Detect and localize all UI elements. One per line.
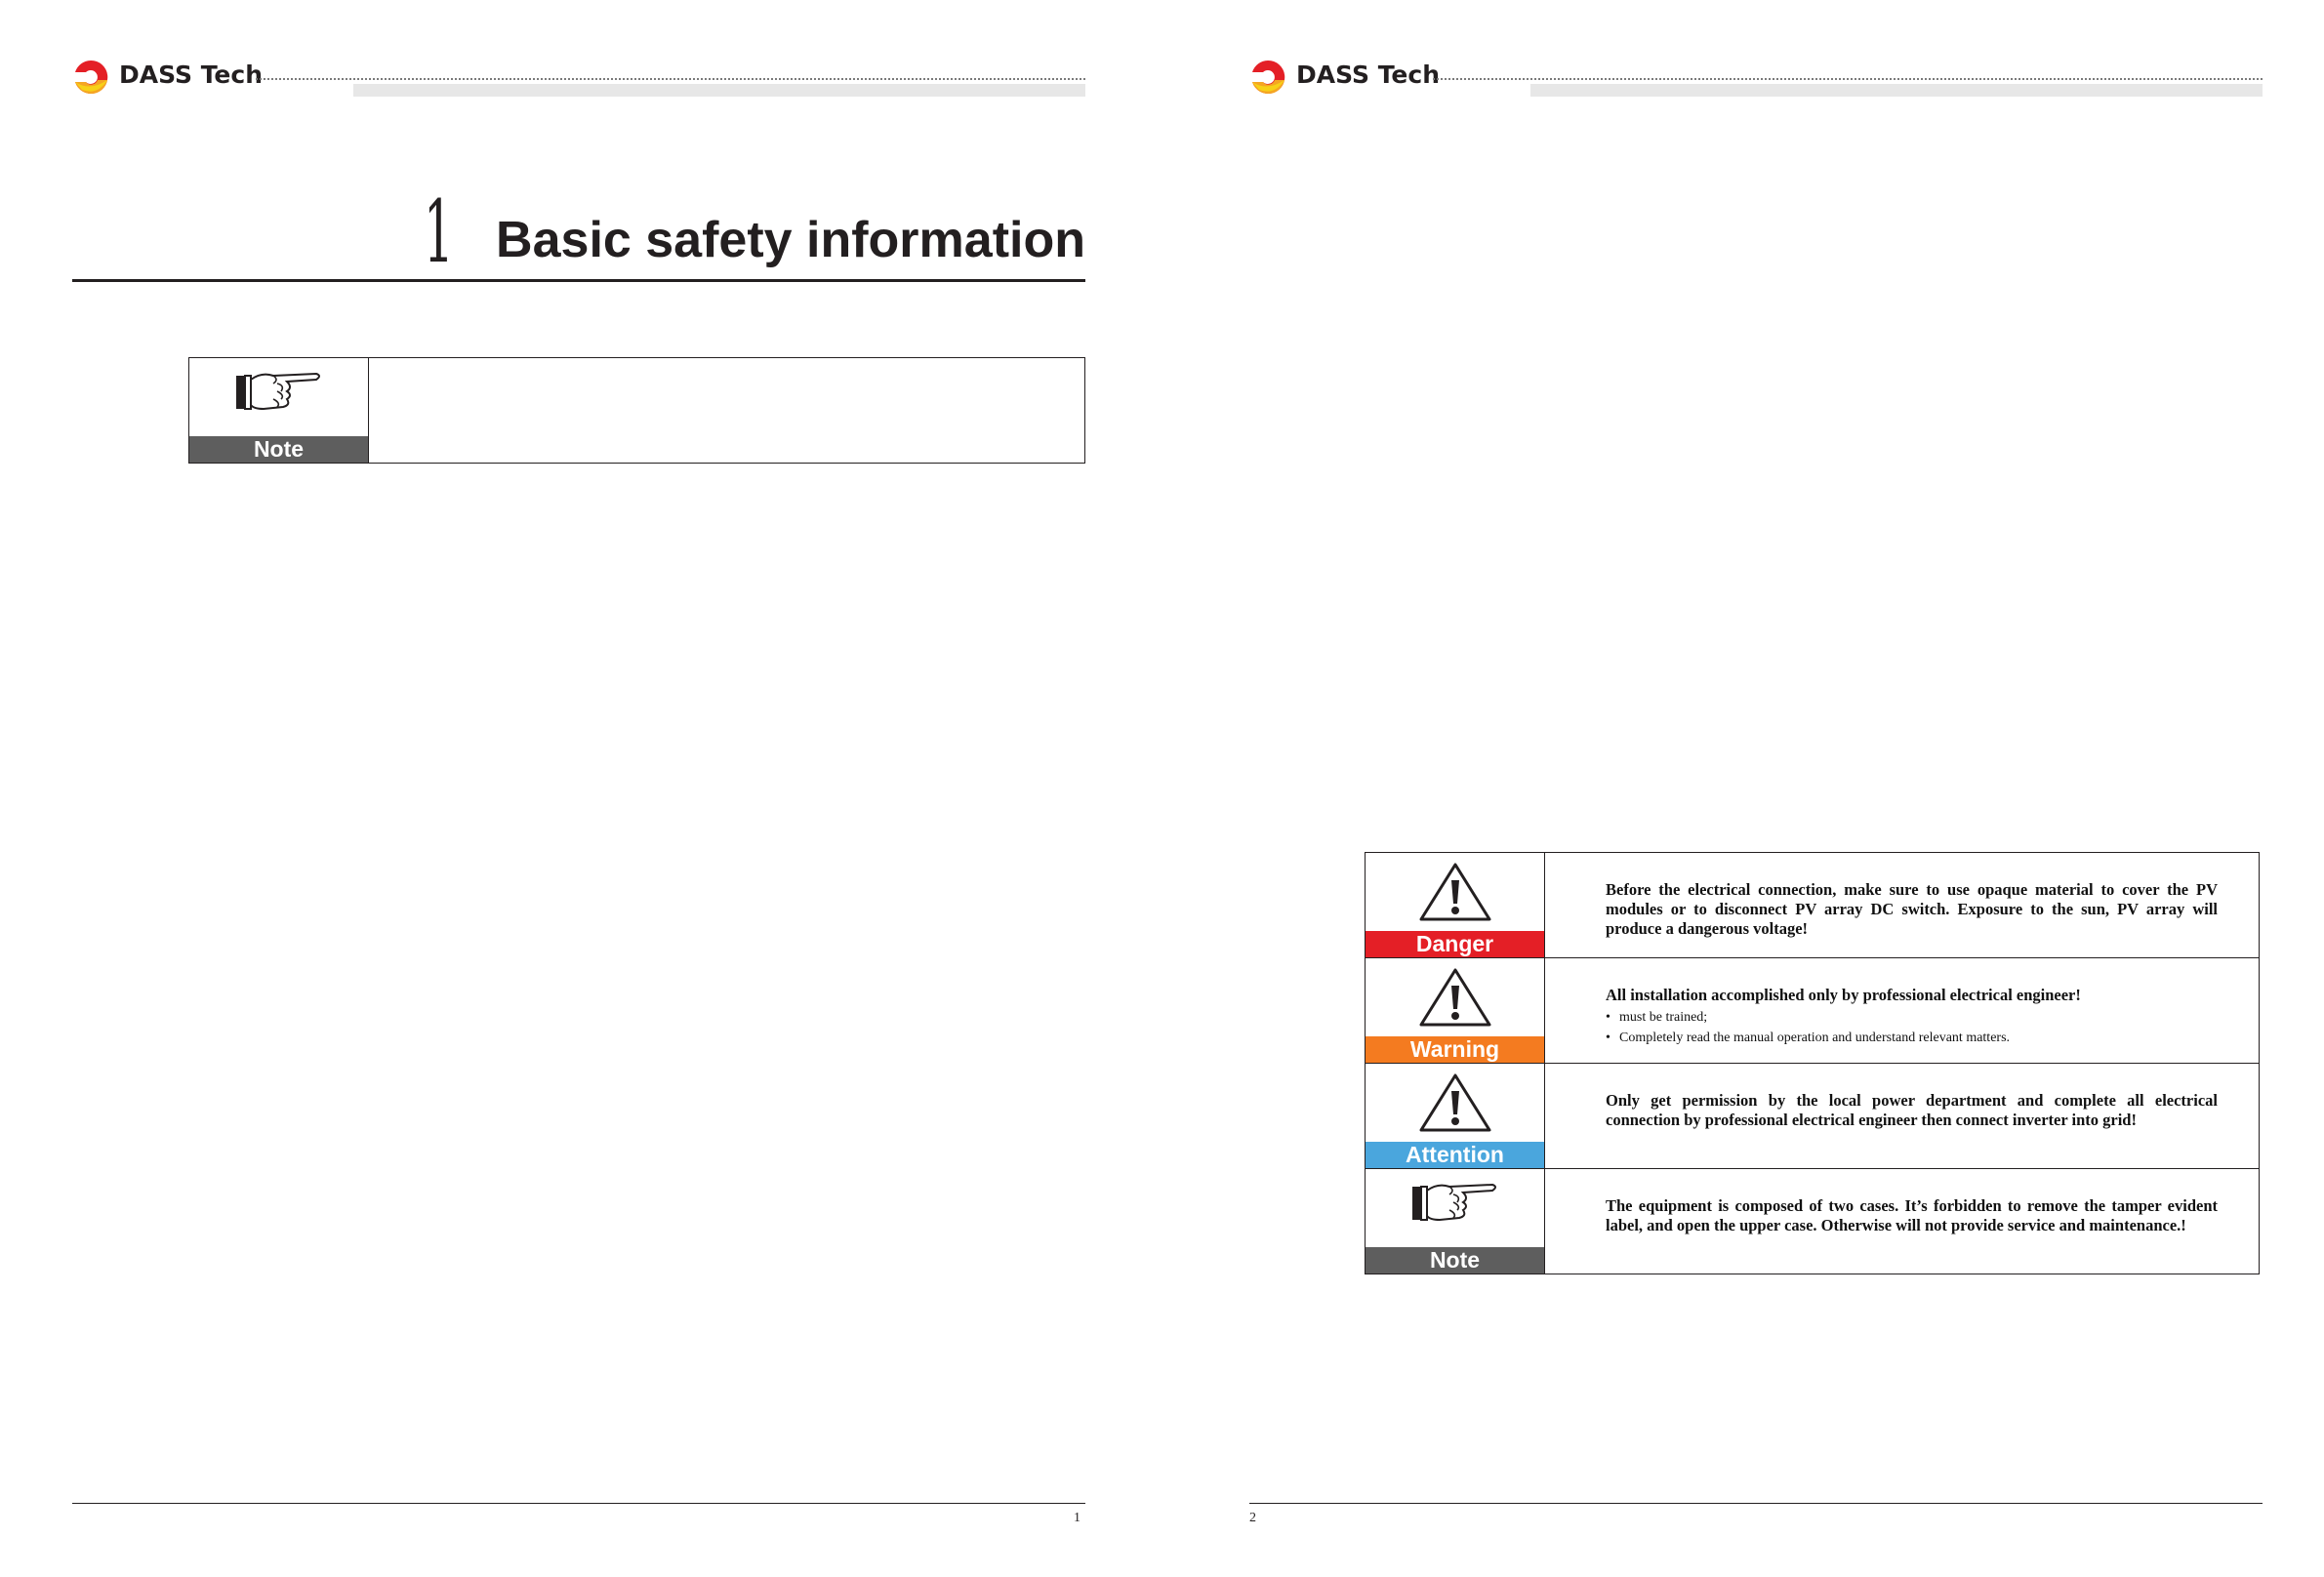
page-number: 2 — [1249, 1511, 1256, 1525]
note-text-cell — [1545, 1169, 2259, 1274]
header-grey-bar — [353, 84, 1085, 97]
warning-label: Warning — [1366, 1036, 1544, 1063]
chapter-title: Basic safety information — [496, 212, 1085, 268]
warning-icon-cell — [1366, 958, 1545, 1063]
note-label: Note — [1366, 1247, 1544, 1274]
note-icon-cell — [189, 358, 369, 463]
attention-notice — [1365, 1063, 2260, 1168]
pointing-hand-icon — [234, 366, 324, 419]
attention-icon-cell — [1366, 1064, 1545, 1168]
page-2 — [1162, 0, 2324, 1577]
warning-triangle-icon — [1417, 966, 1493, 1029]
warning-bullet: • Completely read the manual operation and understand relevant matters. — [1606, 1028, 2218, 1048]
pointing-hand-icon — [1410, 1177, 1500, 1230]
warning-bullet: • must be trained; — [1606, 1007, 2218, 1028]
attention-text-cell — [1545, 1064, 2259, 1168]
header-dotted-rule — [1433, 78, 2263, 80]
warning-triangle-icon — [1417, 1072, 1493, 1134]
page-header — [72, 55, 1085, 100]
brand-name: DASS Tech — [1296, 61, 1440, 89]
danger-text-cell — [1545, 853, 2259, 957]
danger-label: Danger — [1366, 931, 1544, 957]
note-label: Note — [189, 436, 368, 463]
danger-icon-cell — [1366, 853, 1545, 957]
note-text: The equipment is composed of two cases. It’s forbidden to remove the tamper evident label, and open the upper case. Otherwise will not provide service and maintenance.! — [1606, 1196, 2218, 1234]
attention-text: Only get permission by the local power department and complete all electrical connection by professional electrical engineer then connect inverter into grid! — [1606, 1091, 2218, 1129]
note-notice — [1365, 1168, 2260, 1274]
dass-logo-icon — [72, 59, 109, 96]
footer-rule — [72, 1503, 1085, 1504]
dass-logo-icon — [1249, 59, 1286, 96]
warning-heading: All installation accomplished only by professional electrical engineer! — [1606, 986, 2081, 1004]
footer-rule — [1249, 1503, 2263, 1504]
attention-label: Attention — [1366, 1142, 1544, 1168]
note-box — [188, 357, 1085, 464]
note-text-cell — [369, 358, 1084, 463]
warning-notice — [1365, 957, 2260, 1063]
chapter-heading — [72, 182, 1085, 282]
chapter-number: 1 — [424, 182, 454, 282]
warning-triangle-icon — [1417, 861, 1493, 923]
warning-text-cell — [1545, 958, 2259, 1063]
page-header — [1249, 55, 2263, 100]
note-icon-cell — [1366, 1169, 1545, 1274]
warning-bullets — [1606, 1007, 2218, 1048]
brand-name: DASS Tech — [119, 61, 263, 89]
header-dotted-rule — [256, 78, 1085, 80]
danger-notice — [1365, 852, 2260, 957]
safety-notices-table — [1365, 852, 2260, 1274]
page-number: 1 — [1074, 1511, 1080, 1525]
header-grey-bar — [1530, 84, 2263, 97]
danger-text: Before the electrical connection, make sure to use opaque material to cover the PV modules or to disconnect PV array DC switch. Exposure to the sun, PV array will produce a dangerous voltage! — [1606, 880, 2218, 938]
